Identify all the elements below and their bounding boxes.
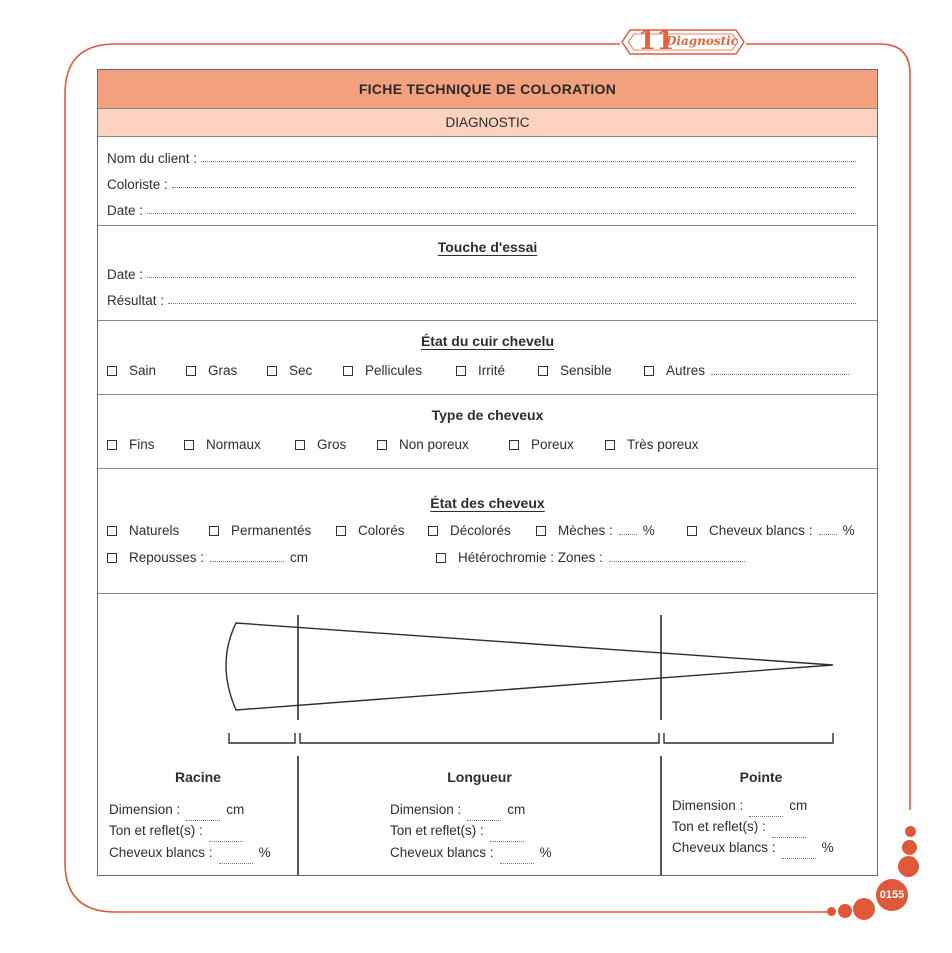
hair-type-option-non-poreux[interactable]: Non poreux	[377, 437, 469, 452]
checkbox[interactable]	[377, 440, 387, 450]
checkbox[interactable]	[295, 440, 305, 450]
chapter-label: Diagnostic	[666, 34, 739, 48]
scalp-title: État du cuir chevelu	[420, 333, 555, 349]
hair-type-option-normaux[interactable]: Normaux	[184, 437, 261, 452]
root-tone[interactable]: Ton et reflet(s) :	[109, 823, 249, 838]
scalp-section	[98, 321, 877, 395]
checkbox[interactable]	[186, 366, 196, 376]
hair-state-repousses[interactable]: Repousses : cm	[107, 550, 308, 565]
cheveux-blancs-line[interactable]	[819, 534, 837, 535]
autres-line[interactable]	[711, 374, 849, 375]
checkbox[interactable]	[644, 366, 654, 376]
checkbox[interactable]	[107, 553, 117, 563]
checkbox[interactable]	[428, 526, 438, 536]
hair-state-decolores[interactable]: Décolorés	[428, 523, 511, 538]
hair-state-title: État des cheveux	[430, 495, 545, 511]
scalp-option-sec[interactable]: Sec	[267, 363, 312, 378]
patch-date-line[interactable]	[147, 277, 856, 278]
length-bracket	[300, 733, 659, 743]
colorist-row[interactable]	[107, 174, 856, 192]
length-white-hair[interactable]: Cheveux blancs : %	[390, 845, 552, 860]
scalp-option-sensible[interactable]: Sensible	[538, 363, 612, 378]
sheet-subtitle: DIAGNOSTIC	[98, 109, 877, 137]
tip-white-hair[interactable]: Cheveux blancs : %	[672, 840, 834, 855]
checkbox[interactable]	[107, 440, 117, 450]
hair-type-option-tres-poreux[interactable]: Très poreux	[605, 437, 699, 452]
tip-dimension-line[interactable]	[749, 816, 783, 817]
tip-bracket	[664, 733, 833, 743]
tip-tone[interactable]: Ton et reflet(s) :	[672, 819, 812, 834]
checkbox[interactable]	[107, 526, 117, 536]
hair-type-option-poreux[interactable]: Poreux	[509, 437, 574, 452]
length-tone-line[interactable]	[490, 841, 524, 842]
date-line[interactable]	[147, 213, 856, 214]
hair-state-colores[interactable]: Colorés	[336, 523, 405, 538]
patch-test-title: Touche d'essai	[437, 239, 538, 255]
date-row[interactable]	[107, 200, 856, 218]
checkbox[interactable]	[456, 366, 466, 376]
scalp-option-sain[interactable]: Sain	[107, 363, 156, 378]
chapter-tag	[620, 24, 746, 60]
root-white-hair-line[interactable]	[219, 863, 253, 864]
length-tone[interactable]: Ton et reflet(s) :	[390, 823, 530, 838]
checkbox[interactable]	[209, 526, 219, 536]
hair-state-heterochromie[interactable]: Hétérochromie : Zones :	[436, 550, 751, 565]
checkbox[interactable]	[605, 440, 615, 450]
hair-state-naturels[interactable]: Naturels	[107, 523, 179, 538]
checkbox[interactable]	[436, 553, 446, 563]
decor-dot	[905, 826, 916, 837]
patch-result-label: Résultat :	[107, 293, 165, 308]
patch-date-label: Date :	[107, 267, 144, 282]
hair-type-option-fins[interactable]: Fins	[107, 437, 155, 452]
checkbox[interactable]	[184, 440, 194, 450]
root-title: Racine	[175, 769, 221, 785]
client-name-row[interactable]	[107, 148, 856, 166]
colorist-line[interactable]	[172, 187, 856, 188]
chapter-number: 11	[638, 26, 675, 56]
decor-dot	[827, 907, 836, 916]
hair-state-meches[interactable]: Mèches : %	[536, 523, 655, 538]
date-label: Date :	[107, 203, 144, 218]
root-tone-line[interactable]	[209, 841, 243, 842]
checkbox[interactable]	[267, 366, 277, 376]
repousses-line[interactable]	[210, 561, 284, 562]
heterochromie-line[interactable]	[609, 561, 745, 562]
patch-test-section	[98, 226, 877, 321]
hair-state-permanentes[interactable]: Permanentés	[209, 523, 311, 538]
checkbox[interactable]	[538, 366, 548, 376]
scalp-option-gras[interactable]: Gras	[186, 363, 237, 378]
length-dimension[interactable]: Dimension : cm	[390, 802, 525, 817]
scalp-option-autres[interactable]: Autres	[644, 363, 855, 378]
hair-type-option-gros[interactable]: Gros	[295, 437, 346, 452]
scalp-option-pellicules[interactable]: Pellicules	[343, 363, 422, 378]
hair-type-title: Type de cheveux	[431, 407, 544, 423]
decor-dot	[902, 840, 917, 855]
root-white-hair[interactable]: Cheveux blancs : %	[109, 845, 271, 860]
coloration-sheet	[97, 69, 878, 876]
root-dimension-line[interactable]	[186, 820, 220, 821]
checkbox[interactable]	[336, 526, 346, 536]
meches-line[interactable]	[619, 534, 637, 535]
client-name-label: Nom du client :	[107, 151, 198, 166]
root-dimension[interactable]: Dimension : cm	[109, 802, 244, 817]
checkbox[interactable]	[107, 366, 117, 376]
patch-result-row[interactable]	[107, 290, 856, 308]
page-number: 0155	[876, 879, 908, 911]
hair-state-cheveux-blancs[interactable]: Cheveux blancs : %	[687, 523, 855, 538]
hair-type-section	[98, 395, 877, 469]
decor-dot	[838, 904, 852, 918]
sheet-title: FICHE TECHNIQUE DE COLORATION	[98, 70, 877, 109]
hair-state-section	[98, 469, 877, 594]
length-white-hair-line[interactable]	[500, 863, 534, 864]
checkbox[interactable]	[536, 526, 546, 536]
decor-dot	[853, 898, 875, 920]
checkbox[interactable]	[343, 366, 353, 376]
tip-dimension[interactable]: Dimension : cm	[672, 798, 807, 813]
tip-title: Pointe	[739, 769, 783, 785]
checkbox[interactable]	[687, 526, 697, 536]
tip-tone-line[interactable]	[772, 837, 806, 838]
patch-result-line[interactable]	[168, 303, 856, 304]
tip-white-hair-line[interactable]	[782, 858, 816, 859]
decor-dot	[898, 856, 919, 877]
client-name-line[interactable]	[201, 161, 856, 162]
root-bracket	[229, 733, 295, 743]
colorist-label: Coloriste :	[107, 177, 168, 192]
length-dimension-line[interactable]	[467, 820, 501, 821]
checkbox[interactable]	[509, 440, 519, 450]
client-section	[98, 138, 877, 226]
patch-date-row[interactable]	[107, 264, 856, 282]
scalp-option-irrite[interactable]: Irrité	[456, 363, 505, 378]
length-title: Longueur	[447, 769, 512, 785]
hair-strand-shape	[226, 623, 833, 710]
